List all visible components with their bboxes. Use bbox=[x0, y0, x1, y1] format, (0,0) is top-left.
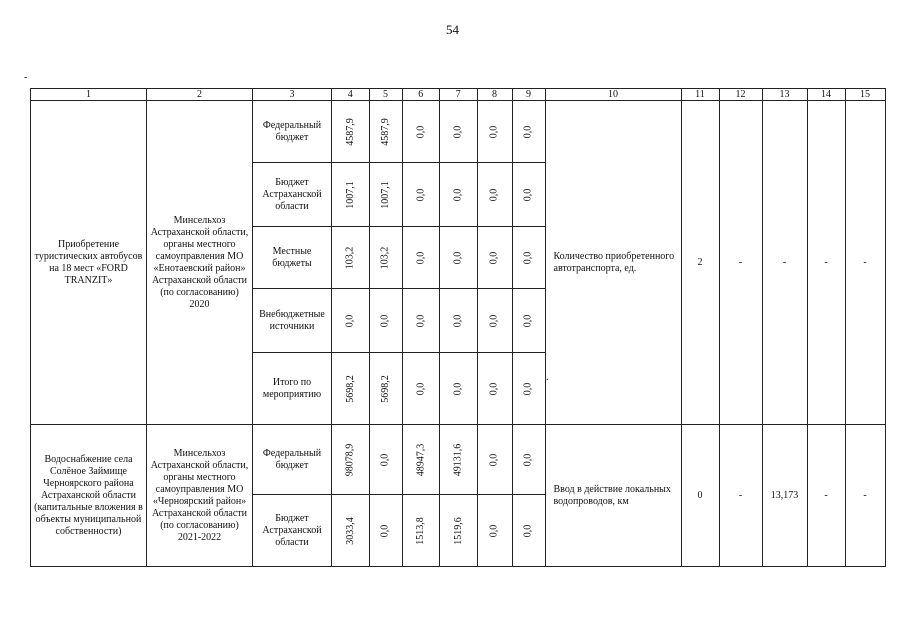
value-cell: 48947,3 bbox=[414, 443, 426, 476]
stray-mark: . bbox=[546, 372, 549, 383]
funding-source: Федеральный бюджет bbox=[253, 425, 332, 495]
table-row bbox=[31, 101, 886, 163]
value-cell: 0,0 bbox=[522, 382, 534, 395]
value-cell: 0,0 bbox=[488, 251, 500, 264]
indicator: Ввод в действие локальных водопроводов, км bbox=[545, 425, 681, 567]
program-table bbox=[30, 88, 886, 567]
value-cell: 0,0 bbox=[452, 314, 464, 327]
value-cell: 103,2 bbox=[344, 246, 356, 269]
header-cell: 1 bbox=[31, 89, 147, 101]
funding-source: Бюджет Астраханской области bbox=[253, 495, 332, 567]
value-cell: 0,0 bbox=[414, 382, 426, 395]
header-cell: 3 bbox=[253, 89, 332, 101]
value-cell: 4587,9 bbox=[344, 117, 356, 146]
value-cell: 1519,6 bbox=[452, 516, 464, 545]
value-c11: 2 bbox=[681, 101, 719, 425]
header-cell: 4 bbox=[332, 89, 370, 101]
header-cell: 15 bbox=[845, 89, 885, 101]
funding-source: Итого по мероприятию bbox=[253, 353, 332, 425]
header-cell: 8 bbox=[477, 89, 512, 101]
executor: Минсельхоз Астраханской области, органы местного самоуправления МО «Черноярский район» Астраханской области (по согласованию) 2021-2022 bbox=[147, 425, 253, 567]
event-name: Водоснабжение села Солёное Займище Черноярского района Астраханской области (капитальные вложения в объекты муниципальной собственности) bbox=[31, 425, 147, 567]
value-cell: 0,0 bbox=[488, 453, 500, 466]
header-cell: 10 bbox=[545, 89, 681, 101]
value-cell: 3033,4 bbox=[344, 516, 356, 545]
funding-source: Бюджет Астраханской области bbox=[253, 163, 332, 227]
value-cell: 0,0 bbox=[522, 188, 534, 201]
value-cell: 0,0 bbox=[379, 453, 391, 466]
value-cell: 0,0 bbox=[414, 314, 426, 327]
value-cell: 5698,2 bbox=[344, 374, 356, 403]
value-c13: 13,173 bbox=[762, 425, 807, 567]
value-cell: 49131,6 bbox=[452, 443, 464, 476]
header-cell: 11 bbox=[681, 89, 719, 101]
value-cell: 0,0 bbox=[522, 314, 534, 327]
value-cell: 0,0 bbox=[344, 314, 356, 327]
value-cell: 98078,9 bbox=[344, 443, 356, 476]
value-c15: - bbox=[845, 101, 885, 425]
value-c12: - bbox=[719, 425, 762, 567]
header-row bbox=[31, 89, 886, 101]
value-cell: 0,0 bbox=[488, 382, 500, 395]
value-cell: 0,0 bbox=[522, 524, 534, 537]
value-cell: 103,2 bbox=[379, 246, 391, 269]
value-cell: 1007,1 bbox=[379, 180, 391, 209]
value-cell: 0,0 bbox=[452, 251, 464, 264]
event-name: Приобретение туристических автобусов на 18 мест «FORD TRANZIT» bbox=[31, 101, 147, 425]
header-cell: 12 bbox=[719, 89, 762, 101]
value-cell: 5698,2 bbox=[379, 374, 391, 403]
value-cell: 0,0 bbox=[379, 314, 391, 327]
executor: Минсельхоз Астраханской области, органы местного самоуправления МО «Енотаевский район» Астраханской области (по согласованию) 2020 bbox=[147, 101, 253, 425]
value-cell: 0,0 bbox=[452, 125, 464, 138]
value-cell: 0,0 bbox=[452, 382, 464, 395]
header-cell: 2 bbox=[147, 89, 253, 101]
value-cell: 0,0 bbox=[414, 188, 426, 201]
value-c13: - bbox=[762, 101, 807, 425]
value-c14: - bbox=[807, 101, 845, 425]
header-cell: 14 bbox=[807, 89, 845, 101]
header-cell: 13 bbox=[762, 89, 807, 101]
value-cell: 0,0 bbox=[414, 125, 426, 138]
value-cell: 0,0 bbox=[452, 188, 464, 201]
value-cell: 0,0 bbox=[522, 251, 534, 264]
funding-source: Местные бюджеты bbox=[253, 227, 332, 289]
value-cell: 0,0 bbox=[379, 524, 391, 537]
value-c11: 0 bbox=[681, 425, 719, 567]
value-c15: - bbox=[845, 425, 885, 567]
value-cell: 0,0 bbox=[522, 453, 534, 466]
funding-source: Внебюджетные источники bbox=[253, 289, 332, 353]
header-cell: 5 bbox=[369, 89, 402, 101]
funding-source: Федеральный бюджет bbox=[253, 101, 332, 163]
value-cell: 0,0 bbox=[414, 251, 426, 264]
indicator: Количество приобретенного автотранспорта, ед. bbox=[545, 101, 681, 425]
header-cell: 6 bbox=[402, 89, 440, 101]
value-cell: 0,0 bbox=[488, 524, 500, 537]
stray-mark: - bbox=[24, 72, 28, 83]
value-cell: 0,0 bbox=[488, 125, 500, 138]
value-c14: - bbox=[807, 425, 845, 567]
page-number: 54 bbox=[446, 22, 459, 37]
value-cell: 1513,8 bbox=[414, 516, 426, 545]
value-c12: - bbox=[719, 101, 762, 425]
table-row bbox=[31, 425, 886, 495]
value-cell: 0,0 bbox=[488, 188, 500, 201]
value-cell: 4587,9 bbox=[379, 117, 391, 146]
value-cell: 1007,1 bbox=[344, 180, 356, 209]
header-cell: 9 bbox=[512, 89, 545, 101]
value-cell: 0,0 bbox=[488, 314, 500, 327]
header-cell: 7 bbox=[440, 89, 478, 101]
value-cell: 0,0 bbox=[522, 125, 534, 138]
